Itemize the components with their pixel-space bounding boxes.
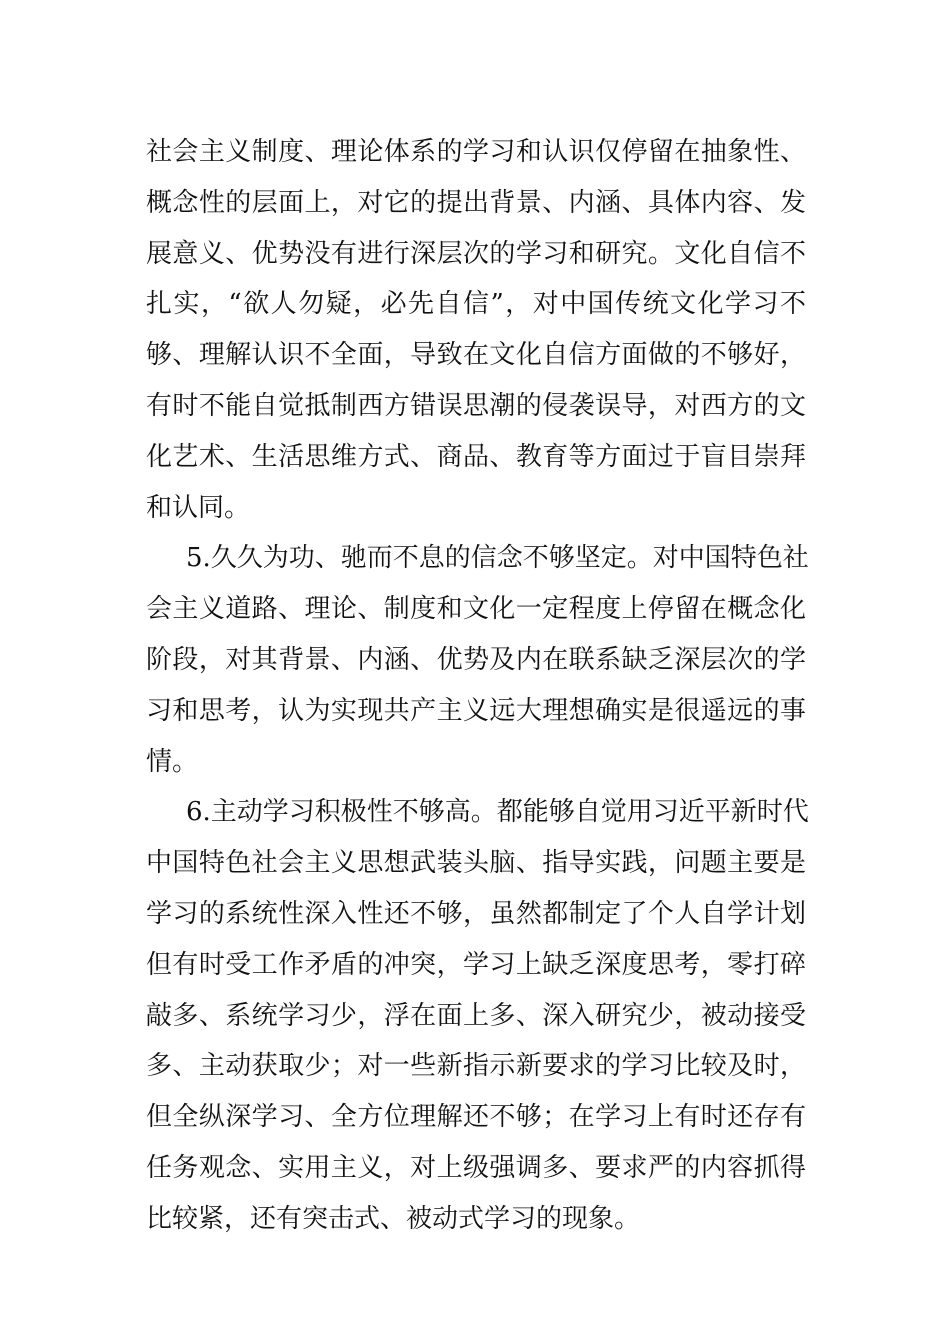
- text-line: 比较紧，还有突击式、被动式学习的现象。: [146, 1203, 641, 1234]
- text-line: 有时不能自觉抵制西方错误思潮的侵袭误导，对西方的文: [146, 390, 806, 421]
- text-line: 展意义、优势没有进行深层次的学习和研究。文化自信不: [146, 238, 806, 269]
- text-line: 学习的系统性深入性还不够，虽然都制定了个人自学计划: [146, 898, 806, 929]
- text-line: 概念性的层面上，对它的提出背景、内涵、具体内容、发: [146, 187, 806, 218]
- text-line: 但全纵深学习、全方位理解还不够；在学习上有时还存有: [146, 1102, 806, 1133]
- text-line: 但有时受工作矛盾的冲突，学习上缺乏深度思考，零打碎: [146, 949, 806, 980]
- document-body: [146, 127, 809, 1245]
- text-line: 任务观念、实用主义，对上级强调多、要求严的内容抓得: [146, 1152, 806, 1183]
- text-line: 化艺术、生活思维方式、商品、教育等方面过于盲目崇拜: [146, 441, 806, 472]
- paragraph-item-6: [146, 787, 809, 1244]
- paragraph-continued: [146, 127, 806, 533]
- text-line: 扎实，“欲人勿疑，必先自信”，对中国传统文化学习不: [146, 289, 806, 320]
- text-line: 情。: [146, 746, 199, 777]
- text-line: 和认同。: [146, 492, 251, 523]
- text-line: 习和思考，认为实现共产主义远大理想确实是很遥远的事: [146, 695, 806, 726]
- text-line: 阶段，对其背景、内涵、优势及内在联系缺乏深层次的学: [146, 644, 806, 675]
- text-line: 6.主动学习积极性不够高。都能够自觉用习近平新时代: [186, 797, 809, 828]
- text-line: 社会主义制度、理论体系的学习和认识仅停留在抽象性、: [146, 137, 806, 167]
- paragraph-item-5: [146, 533, 809, 787]
- text-line: 会主义道路、理论、制度和文化一定程度上停留在概念化: [146, 594, 806, 625]
- text-line: 多、主动获取少；对一些新指示新要求的学习比较及时，: [146, 1051, 806, 1082]
- text-line: 5.久久为功、驰而不息的信念不够坚定。对中国特色社: [186, 543, 809, 574]
- text-line: 敲多、系统学习少，浮在面上多、深入研究少，被动接受: [146, 1000, 806, 1031]
- text-line: 中国特色社会主义思想武装头脑、指导实践，问题主要是: [146, 848, 806, 879]
- text-line: 够、理解认识不全面，导致在文化自信方面做的不够好，: [146, 340, 806, 371]
